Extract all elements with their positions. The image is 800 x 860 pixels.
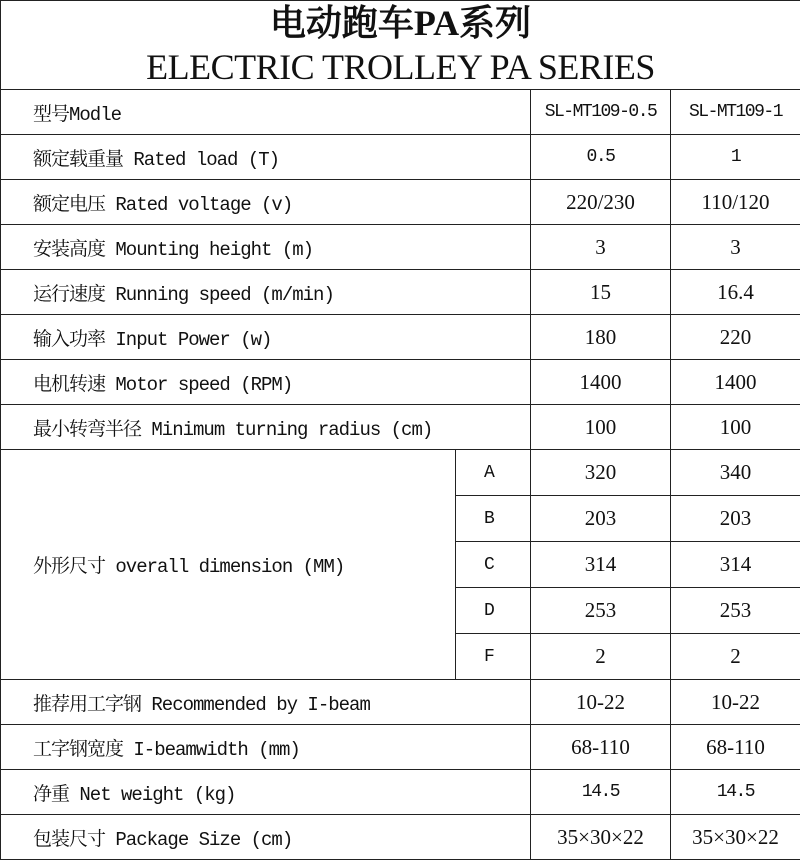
dimension-key: A (456, 450, 531, 496)
value-model-2: 340 (671, 450, 800, 496)
table-row (1, 270, 800, 315)
table-row (1, 770, 800, 815)
value-model-2: 1400 (671, 360, 800, 405)
value-model-1: 320 (531, 450, 671, 496)
value-model-2: 110/120 (671, 180, 800, 225)
table-row (1, 725, 800, 770)
title-chinese: 电动跑车PA系列 (1, 1, 800, 46)
value-model-1: 14.5 (531, 770, 671, 815)
value-model-2: 314 (671, 542, 800, 588)
value-model-1: 180 (531, 315, 671, 360)
value-model-1: 220/230 (531, 180, 671, 225)
value-model-2: 220 (671, 315, 800, 360)
row-label: 推荐用工字钢 Recommended by I-beam (1, 680, 531, 725)
title-english: ELECTRIC TROLLEY PA SERIES (1, 45, 800, 90)
row-label: 净重 Net weight (kg) (1, 770, 531, 815)
row-label: 最小转弯半径 Minimum turning radius (cm) (1, 405, 531, 450)
row-label: 输入功率 Input Power (w) (1, 315, 531, 360)
value-model-2: 35×30×22 (671, 815, 800, 860)
dimension-key: B (456, 496, 531, 542)
value-model-2: 100 (671, 405, 800, 450)
table-row (1, 315, 800, 360)
value-model-2: 14.5 (671, 770, 800, 815)
table-row (1, 135, 800, 180)
dimension-key: F (456, 634, 531, 680)
model-2: SL-MT109-1 (671, 90, 800, 135)
value-model-1: 10-22 (531, 680, 671, 725)
value-model-1: 68-110 (531, 725, 671, 770)
value-model-1: 35×30×22 (531, 815, 671, 860)
value-model-1: 253 (531, 588, 671, 634)
value-model-2: 2 (671, 634, 800, 680)
value-model-1: 15 (531, 270, 671, 315)
value-model-1: 1400 (531, 360, 671, 405)
table-row (1, 405, 800, 450)
dimension-label: 外形尺寸 overall dimension (MM) (1, 450, 456, 680)
row-label: 工字钢宽度 I-beamwidth (mm) (1, 725, 531, 770)
value-model-1: 100 (531, 405, 671, 450)
table-row (1, 225, 800, 270)
value-model-2: 203 (671, 496, 800, 542)
row-label: 电机转速 Motor speed (RPM) (1, 360, 531, 405)
value-model-1: 2 (531, 634, 671, 680)
model-label: 型号Modle (1, 90, 531, 135)
dimension-key: C (456, 542, 531, 588)
row-label: 额定电压 Rated voltage (v) (1, 180, 531, 225)
table-row (1, 680, 800, 725)
value-model-2: 3 (671, 225, 800, 270)
value-model-1: 3 (531, 225, 671, 270)
row-label: 运行速度 Running speed (m/min) (1, 270, 531, 315)
value-model-1: 0.5 (531, 135, 671, 180)
value-model-1: 314 (531, 542, 671, 588)
dimension-row (1, 450, 800, 496)
value-model-2: 10-22 (671, 680, 800, 725)
table-row (1, 360, 800, 405)
dimension-key: D (456, 588, 531, 634)
row-label: 安装高度 Mounting height (m) (1, 225, 531, 270)
row-label: 包装尺寸 Package Size (cm) (1, 815, 531, 860)
value-model-2: 16.4 (671, 270, 800, 315)
table-row (1, 815, 800, 860)
table-row (1, 180, 800, 225)
value-model-2: 1 (671, 135, 800, 180)
row-label: 额定载重量 Rated load (T) (1, 135, 531, 180)
value-model-2: 253 (671, 588, 800, 634)
value-model-1: 203 (531, 496, 671, 542)
value-model-2: 68-110 (671, 725, 800, 770)
model-1: SL-MT109-0.5 (531, 90, 671, 135)
